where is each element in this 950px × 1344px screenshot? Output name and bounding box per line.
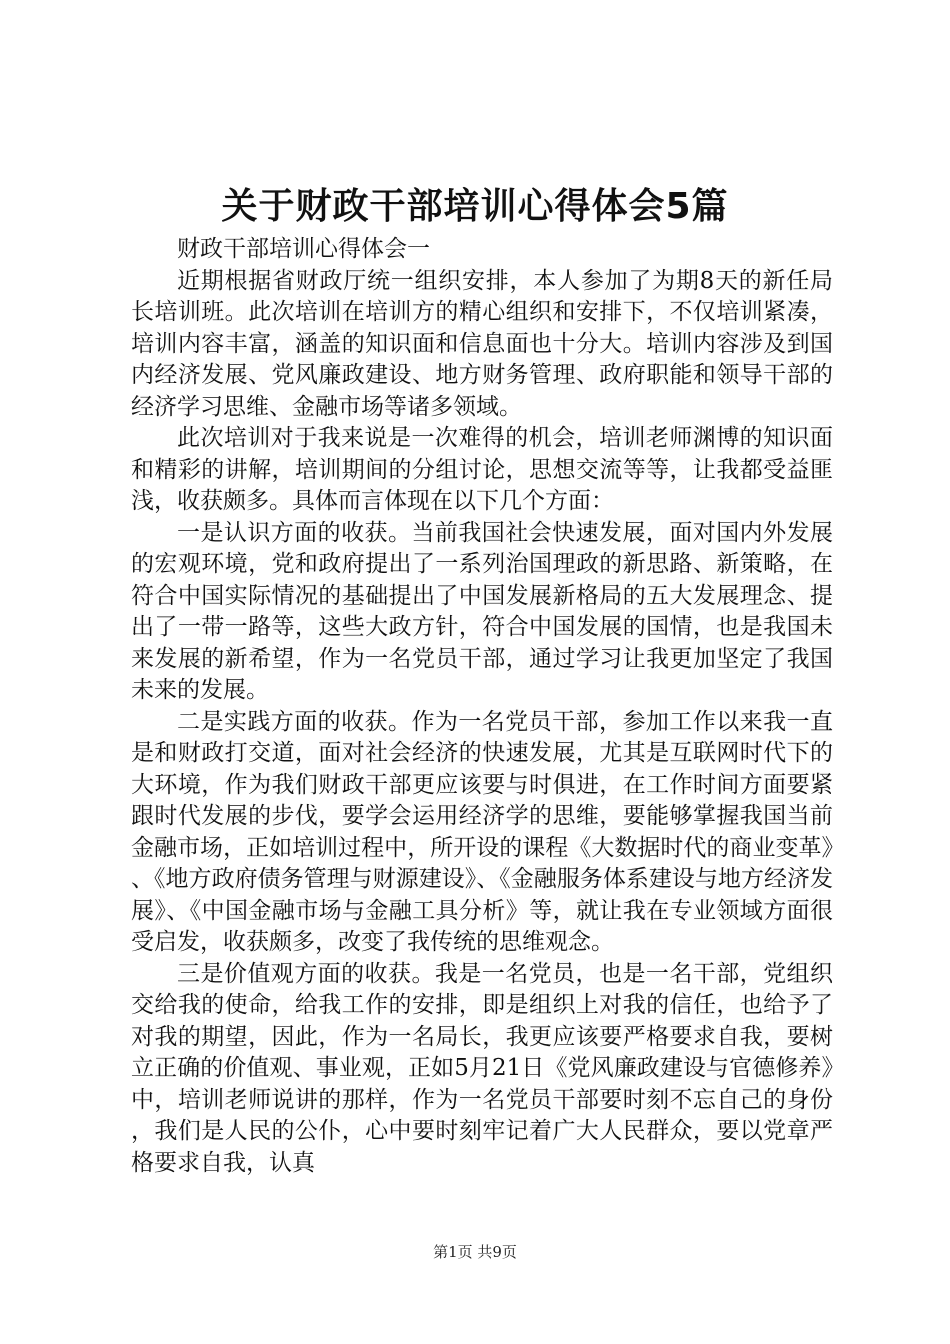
section-heading: 财政干部培训心得体会一 — [177, 236, 430, 262]
paragraph: 此次培训对于我来说是一次难得的机会，培训老师渊博的知识面和精彩的讲解，培训期间的分组讨论，思想交流等等，让我都受益匪浅，收获颇多。具体而言体现在以下几个方面： — [131, 425, 833, 514]
page-footer: 第1页 共9页 — [433, 1243, 517, 1261]
paragraph: 三是价值观方面的收获。我是一名党员，也是一名干部，党组织交给我的使命，给我工作的安排，即是组织上对我的信任，也给予了对我的期望，因此，作为一名局长，我更应该要严格要求自我，要树立正确的价值观、事业观，正如5月21日《党风廉政建设与官德修养》中，培训老师说讲的那样，作为一名党员干部要时刻不忘自己的身份，我们是人民的公仆，心中要时刻牢记着广大人民群众，要以党章严格要求自我，认真 — [131, 960, 833, 1176]
paragraph: 二是实践方面的收获。作为一名党员干部，参加工作以来我一直是和财政打交道，面对社会经济的快速发展，尤其是互联网时代下的大环境，作为我们财政干部更应该要与时俱进，在工作时间方面要紧跟时代发展的步伐，要学会运用经济学的思维，要能够掌握我国当前金融市场，正如培训过程中，所开设的课程《大数据时代的商业变革》、《地方政府债务管理与财源建设》、《金融服务体系建设与地方经济发展》、《中国金融市场与金融工具分析》等，就让我在专业领域方面很受启发，收获颇多，改变了我传统的思维观念。 — [131, 708, 833, 955]
paragraph: 一是认识方面的收获。当前我国社会快速发展，面对国内外发展的宏观环境，党和政府提出了一系列治国理政的新思路、新策略，在符合中国实际情况的基础提出了中国发展新格局的五大发展理念、提出了一带一路等，这些大政方针，符合中国发展的国情，也是我国未来发展的新希望，作为一名党员干部，通过学习让我更加坚定了我国未来的发展。 — [131, 519, 833, 703]
document-body — [131, 234, 833, 1179]
paragraph: 近期根据省财政厅统一组织安排，本人参加了为期8天的新任局长培训班。此次培训在培训方的精心组织和安排下，不仅培训紧凑，培训内容丰富，涵盖的知识面和信息面也十分大。培训内容涉及到国内经济发展、党风廉政建设、地方财务管理、政府职能和领导干部的经济学习思维、金融市场等诸多领域。 — [131, 267, 833, 420]
document-title: 关于财政干部培训心得体会5篇 — [221, 186, 729, 227]
